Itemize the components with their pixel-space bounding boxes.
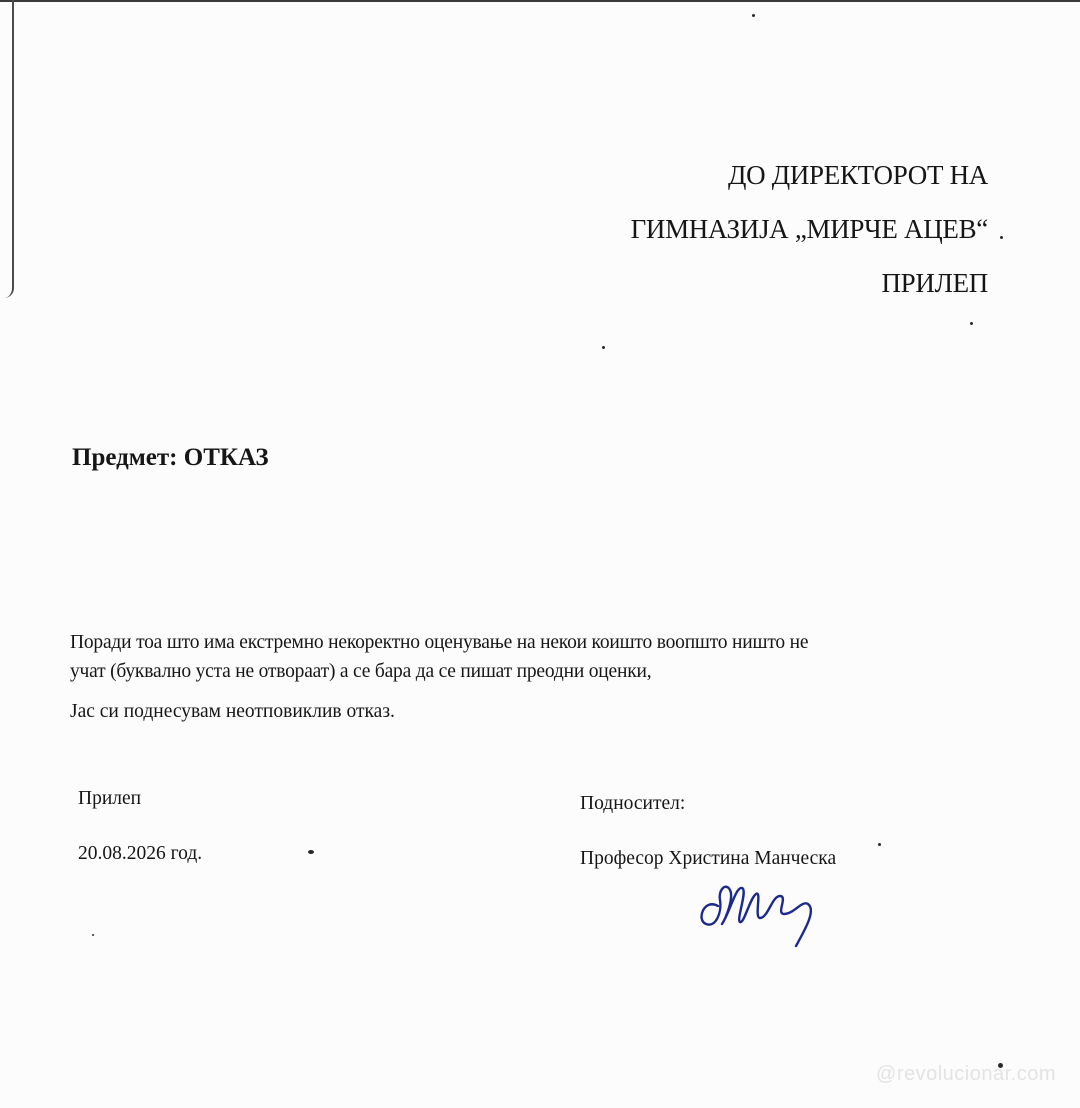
submitter-name: Професор Христина Манческа [580,848,837,869]
addressee-line-2: ГИМНАЗИЈА „МИРЧЕ АЦЕВ“ [630,214,988,244]
date-label: 20.08.2026 год. [78,843,203,864]
letter-body [70,628,970,686]
addressee-block [631,148,988,310]
subject-heading: Предмет: ОТКАЗ [72,444,269,471]
watermark-text: @revolucionar.com [876,1063,1056,1085]
addressee-line-3: ПРИЛЕП [881,268,988,298]
body-line-2: учат (буквално уста не отвораат) а се бара да се пишат преодни оценки, [70,661,652,682]
scan-speck [92,934,94,936]
scan-top-edge [0,0,1080,2]
scan-speck [878,843,881,846]
scan-speck [602,346,605,349]
handwritten-signature-icon [696,868,826,948]
scan-left-edge [0,0,14,298]
place-label: Прилеп [78,788,142,809]
scan-speck [752,14,755,17]
body-line-1: Поради тоа што има екстремно некоректно оценување на некои коишто воопшто ништо не [70,632,809,653]
closing-statement: Јас си поднесувам неотповиклив отказ. [70,701,395,722]
scan-speck [970,322,973,325]
scan-speck [308,850,314,854]
submitter-label: Подносител: [580,793,686,814]
addressee-line-1: ДО ДИРЕКТОРОТ НА [727,160,988,190]
scan-speck [1000,236,1003,239]
